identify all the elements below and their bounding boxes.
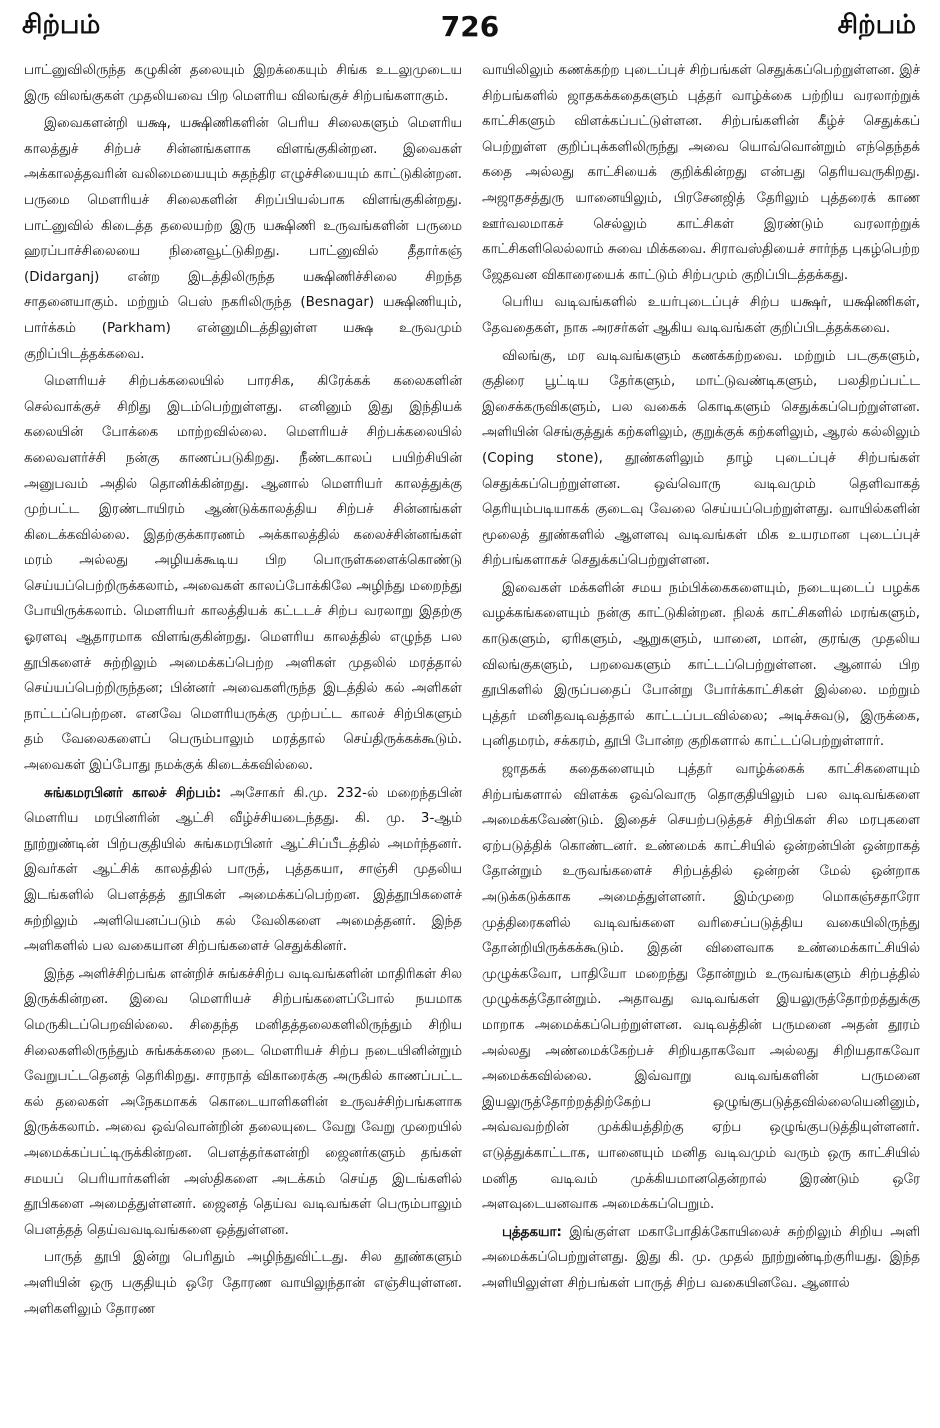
paragraph: விலங்கு, மர வடிவங்களும் கணக்கற்றவை. மற்றும் படகுகளும், குதிரை பூட்டிய தேர்களும், மாட்டுவண்டிகளும், பலதிறப்பட்ட இசைக்கருவிகளும், பல வகைக் கொடிகளும் செதுக்கப்பெற்றுள்ளன. அளியின் செங்குத்துக் கற்களிலும், குறுக்குக் கற்களிலும், ஆரல் கல்லிலும் (Coping stone), தூண்களிலும் தாழ் புடைப்புச் சிற்பங்கள் செதுக்கப்பெற்றுள்ளன. ஒவ்வொரு வடிவமும் தெளிவாகத் தெரியும்படியாகக் குடைவு வேலை செய்யப்பெற்றுள்ளது. வாயில்களின் மூலைத் தூண்களில் ஆளளவு வடிவங்கள் மிக உயரமான புடைப்புச் சிற்பங்களாகச் செதுக்கப்பெற்றுள்ளன. [482,348,920,569]
left-column [24,58,462,1322]
page-header [0,6,940,52]
paragraph: ஜாதகக் கதைகளையும் புத்தர் வாழ்க்கைக் காட்சிகளையும் சிற்பங்களால் விளக்க ஒவ்வொரு தொகுதியிலும் பல வடிவங்களை அமைக்கவேண்டும். இதைச் செயற்படுத்தச் சிற்பிகள் சில மரபுகளை ஏற்படுத்திக் கொண்டனர். உண்மைக் காட்சியில் ஒன்றன்பின் ஒன்றாகத் தோன்றும் உருவங்களைச் சிற்பத்தில் ஒன்றன் மேல் ஒன்றாக அடுக்கடுக்காக அமைத்துள்ளனர். இம்முறை மொகஞ்சதாரோ முத்திரைகளில் வடிவங்களை வரிசைப்படுத்திய வகையிலிருந்து தோன்றியிருக்கக்கூடும். இதன் விளைவாக உண்மைக்காட்சியில் முழுக்கவோ, பாதியோ மறைந்து தோன்றும் உருவங்களும் சிற்பத்தில் முழுக்கத்தோன்றும். அதாவது வடிவங்கள் இயலுருத்தோற்றத்துக்கு மாறாக அமைக்கப்பெற்றுள்ளன. வடிவத்தின் பருமனை அதன் தூரம் அல்லது அண்மைக்கேற்பச் சிறியதாகவோ அல்லது சிறியதாகவோ அமைக்கவில்லை. இவ்வாறு வடிவங்களின் பருமனை இயலுருத்தோற்றத்திற்கேற்ப ஒழுங்குபடுத்தவில்லையெனினும், அவ்வவற்றின் முக்கியத்திற்கு ஏற்ப ஒழுங்குபடுத்தியுள்ளனர். எடுத்துக்காட்டாக, யானையும் மனித வடிவமும் வரும் ஒரு காட்சியில் மனித வடிவம் முக்கியமானதென்றால் இரண்டும் ஒரே அளவுடையனவாக அமைக்கப்பெறும். [482,762,920,1213]
paragraph: இவைகள் மக்களின் சமய நம்பிக்கைகளையும், நடையுடைப் பழக்க வழக்கங்களையும் நன்கு காட்டுகின்றன. நிலக் காட்சிகளில் மரங்களும், காடுகளும், ஏரிகளும், ஆறுகளும், யானை, மான், குரங்கு முதலிய விலங்குகளும், பறவைகளும் காட்டப்பெற்றுள்ளன. ஆனால் பிற தூபிகளில் இருப்பதைப் போன்று போர்க்காட்சிகள் இல்லை. மற்றும் புத்தர் மனிதவடிவத்தால் காட்டப்படவில்லை; அடிச்சுவடு, இருக்கை, புனிதமரம், சக்கரம், தூபி போன்ற குறிகளால் காட்டப்பெற்றுள்ளார். [482,580,920,750]
paragraph: இந்த அளிச்சிற்பங்க ளன்றிச் சுங்கச்சிற்ப வடிவங்களின் மாதிரிகள் சில இருக்கின்றன. இவை மௌரியச் சிற்பங்களைப்போல் நயமாக மெருகிடப்பெறவில்லை. சிதைந்த மனிதத்தலைகளிலிருந்தும் சிறிய சிலைகளிலிருந்தும் சுங்கக்கலை நடை மௌரியச் சிற்ப நடையினின்றும் வேறுபட்டதெனத் தெரிகிறது. சாரநாத் விகாரைக்கு அருகில் காணப்பட்ட கல் தலைகள் அநேகமாகக் கொடையாளிகளின் உருவச்சிற்பங்களாக இருக்கலாம். அவை ஒவ்வொன்றின் தலையுடை வேறு வேறு முறையில் அமைக்கப்பட்டிருக்கின்றன. பௌத்தர்களன்றி ஜைனர்களும் தங்கள் சமயப் பெரியார்களின் அஸ்திகளை அடக்கம் செய்த இடங்களில் தூபிகளை அமைத்துள்ளனர். ஜைனத் தெய்வ வடிவங்கள் பெரும்பாலும் பௌத்தத் தெய்வவடிவங்களை ஒத்துள்ளன. [24,966,462,1238]
running-title-right: சிற்பம் [837,10,916,40]
running-title-left: சிற்பம் [22,10,101,40]
paragraph: பெரிய வடிவங்களில் உயர்புடைப்புச் சிற்ப யக்ஷர், யக்ஷிணிகள், தேவதைகள், நாக அரசர்கள் ஆகிய வடிவங்கள் குறிப்பிடத்தக்கவை. [482,295,920,336]
section-heading: சுங்கமரபினர் காலச் சிற்பம்: [44,785,222,801]
section-paragraph: புத்தகயா: இங்குள்ள மகாபோதிக்கோயிலைச் சுற்றிலும் சிறிய அளி அமைக்கப்பெற்றுள்ளது. இது கி. மு. முதல் நூற்றுண்டிற்குரியது. இந்த அளியிலுள்ள சிற்பங்கள் பாருத் சிற்ப வகையினவே. ஆனால் [482,1224,920,1291]
section-paragraph: சுங்கமரபினர் காலச் சிற்பம்: அசோகர் கி.மு. 232-ல் மறைந்தபின் மௌரிய மரபினரின் ஆட்சி வீழ்ச்சியடைந்தது. கி. மு. 3-ஆம் நூற்றுண்டின் பிற்பகுதியில் சுங்கமரபினர் ஆட்சிப்பீடத்தில் அமர்ந்தனர். இவர்கள் ஆட்சிக் காலத்தில் பாருத், புத்தகயா, சாஞ்சி முதலிய இடங்களில் பௌத்தத் தூபிகள் அமைக்கப்பெற்றன. இத்தூபிகளைச் சுற்றிலும் அளியெனப்படும் கல் வேலிகளை அமைத்தனர். இந்த அளிகளில் பல வகையான சிற்பங்களைச் செதுக்கினர். [24,785,463,955]
paragraph: வாயிலிலும் கணக்கற்ற புடைப்புச் சிற்பங்கள் செதுக்கப்பெற்றுள்ளன. இச் சிற்பங்களில் ஜாதகக்கதைகளும் புத்தர் வாழ்க்கை பற்றிய வரலாற்றுக் காட்சிகளும் விளக்கப்பட்டுள்ளன. சிற்பங்களின் கீழ்ச் செதுக்கப் பெற்றுள்ள குறிப்புக்களிலிருந்து அவை யொவ்வொன்றும் எந்தெந்தக் கதை அல்லது காட்சியைக் குறிக்கின்றது என்பது தெரியவருகிறது. அஜாதசத்துரு யானையிலும், பிரசேனஜித் தேரிலும் புத்தரைக் காண ஊர்வலமாகச் செல்லும் காட்சிகள் இரண்டும் வரலாற்றுக் காட்சிகளிலெல்லாம் சுவை மிக்கவை. சிராவஸ்தியைச் சார்ந்த புகழ்பெற்ற ஜேதவன விகாரையைக் காட்டும் சிற்பமும் குறிப்பிடத்தக்கது. [482,63,920,283]
section-heading: புத்தகயா: [502,1224,562,1240]
page-number: 726 [440,10,500,43]
paragraph: பாருத் தூபி இன்று பெரிதும் அழிந்துவிட்டது. சில தூண்களும் அளியின் ஒரு பகுதியும் ஒரே தோரண வாயிலுந்தான் எஞ்சியுள்ளன. அளிகளிலும் தோரண [24,1250,462,1317]
paragraph: பாட்னுவிலிருந்த கழுகின் தலையும் இறக்கையும் சிங்க உடலுமுடைய இரு விலங்குகள் முதலியவை பிற மௌரிய விலங்குச் சிற்பங்களாகும். [24,63,462,104]
paragraph: மௌரியச் சிற்பக்கலையில் பாரசிக, கிரேக்கக் கலைகளின் செல்வாக்குச் சிறிது இடம்பெற்றுள்ளது. எனினும் இது இந்தியக் கலையின் போக்கை மாற்றவில்லை. மௌரியச் சிற்பக்கலையில் கலைவளர்ச்சி நன்கு காணப்படுகிறது. நீண்டகாலப் பயிற்சியின் அனுபவம் அதில் தொனிக்கின்றது. ஆனால் மௌரியர் காலத்துக்கு முற்பட்ட இரண்டாயிரம் ஆண்டுக்காலத்திய சிற்பச் சின்னங்கள் கிடைக்கவில்லை. இதற்குக்காரணம் அக்காலத்தில் கலைச்சின்னங்கள் மரம் அல்லது அழியக்கூடிய பிற பொருள்களைக்கொண்டு செய்யப்பெற்றிருக்கலாம், அவைகள் காலப்போக்கிலே அழிந்து மறைந்து போயிருக்கலாம். மௌரியர் காலத்தியக் கட்டடச் சிற்ப வரலாறு இதற்கு ஓரளவு ஆதாரமாக விளங்குகின்றது. மௌரிய காலத்தில் எழுந்த பல தூபிகளைச் சுற்றிலும் அமைக்கப்பெற்ற அளிகள் முதலில் மரத்தால் செய்யப்பெற்றிருந்தன; பின்னர் அவைகளிருந்த இடத்தில் கல் அளிகள் நாட்டப்பெற்றன. எனவே மௌரியருக்கு முற்பட்ட காலச் சிற்பிகளும் தம் வேலைகளைப் பெரும்பாலும் மரத்தால் செய்திருக்கக்கூடும். அவைகள் இப்போது நமக்குக் கிடைக்கவில்லை. [24,374,462,774]
right-column [482,58,920,1297]
paragraph: இவைகளன்றி யக்ஷ, யக்ஷிணிகளின் பெரிய சிலைகளும் மௌரிய காலத்துச் சிற்பச் சின்னங்களாக விளங்குகின்றன. இவைகள் அக்காலத்தவரின் வலிமையையும் சுதந்திர எழுச்சியையும் காட்டுகின்றன. பருமை மௌரியச் சிலைகளின் சிறப்பியல்பாக விளங்குகின்றது. பாட்னுவில் கிடைத்த தலையற்ற இரு யக்ஷிணி உருவங்களின் பருமை ஹரப்பாச்சிலையை நினைவூட்டுகிறது. பாட்னுவில் தீதார்கஞ் (Didarganj) என்ற இடத்திலிருந்த யக்ஷிணிச்சிலை சிறந்த சாதனையாகும். மற்றும் பெஸ் நகரிலிருந்த (Besnagar) யக்ஷிணியும், பார்க்கம் (Parkham) என்னுமிடத்திலுள்ள யக்ஷ உருவமும் குறிப்பிடத்தக்கவை. [24,116,462,362]
